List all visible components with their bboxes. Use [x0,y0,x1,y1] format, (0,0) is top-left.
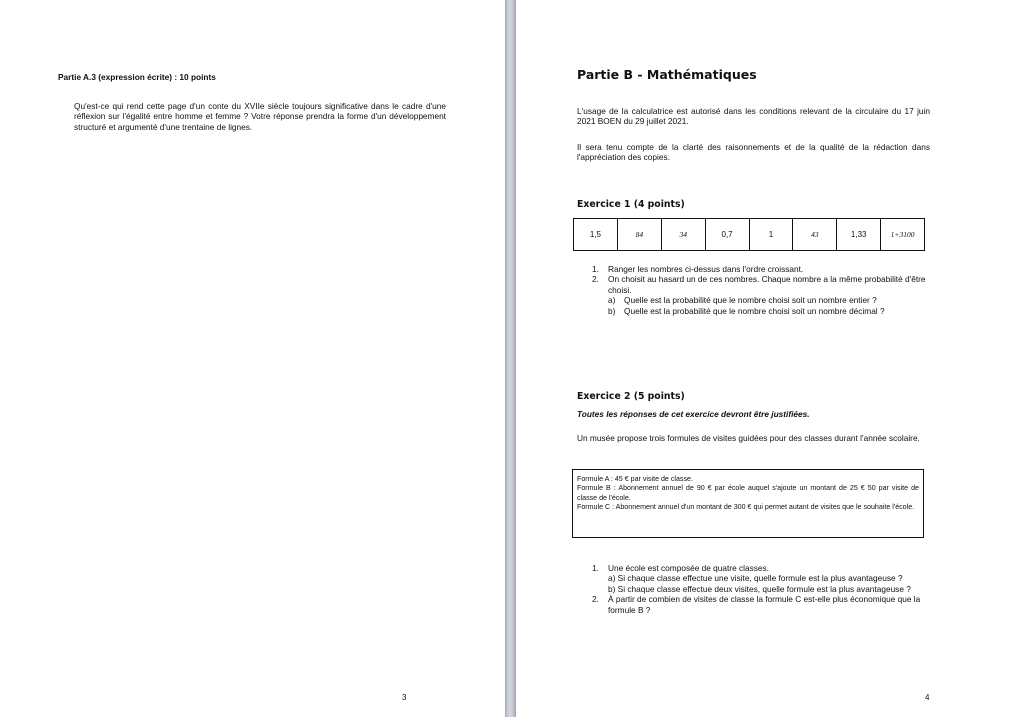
list-number: 1. [592,264,599,274]
question-text: Ranger les nombres ci-dessus dans l'ordre croissant. [608,264,804,274]
sub-question: a) Si chaque classe effectue une visite, quelle formule est la plus avantageuse ? [608,573,903,584]
calculator-rules-paragraph: L'usage de la calculatrice est autorisé dans les conditions relevant de la circulaire du 17 juin 2021 BOEN du 29 juillet 2021. [577,106,930,127]
exercise-2-intro: Un musée propose trois formules de visites guidées pour des classes durant l'année scolaire. [577,433,920,443]
number-cell: 84 [617,219,661,251]
number-cell: 1,5 [574,219,618,251]
formula-a: Formule A : 45 € par visite de classe. [577,475,693,483]
list-number: 2. [592,274,599,285]
writing-prompt-paragraph: Qu'est-ce qui rend cette page d'un conte du XVIIe siècle toujours significative dans le cadre d'une réflexion sur l'égalité entre homme et femme ? Votre réponse prendra la forme d'un développement structuré et argumenté d'une trentaine de lignes. [74,101,446,132]
list-number: 1. [592,563,599,573]
sub-marker: a) [608,295,616,306]
number-cell: 0,7 [705,219,749,251]
number-cell: 34 [661,219,705,251]
number-cell: 1+3100 [881,219,925,251]
numbers-table [573,218,925,251]
formulas-box [572,469,924,538]
list-item [592,264,930,274]
formula-c: Formule C : Abonnement annuel d'un montant de 300 € qui permet autant de visites que le souhaite l'école. [577,502,915,511]
question-text: On choisit au hasard un de ces nombres. Chaque nombre a la même probabilité d'être choisi. [608,274,926,295]
sub-question [608,295,930,305]
section-title-partie-b: Partie B - Mathématiques [577,67,757,82]
number-cell: 1,33 [837,219,881,251]
list-item [592,274,930,316]
sub-question: b) Si chaque classe effectue deux visites, quelle formule est la plus avantageuse ? [608,583,911,594]
formula-b: Formule B : Abonnement annuel de 90 € par école auquel s'ajoute un montant de 25 € 50 par visite de classe de l'école. [577,484,919,502]
question-text: À partir de combien de visites de classe la formule C est-elle plus économique que la formule B ? [608,594,921,615]
exercise-1-questions [592,264,930,316]
list-number: 2. [592,594,599,605]
document-page-right [516,0,1024,717]
sub-question-text: Quelle est la probabilité que le nombre choisi soit un nombre entier ? [624,295,877,306]
sub-marker: b) [608,305,616,316]
exercise-2-instruction: Toutes les réponses de cet exercice devront être justifiées. [577,409,810,419]
document-page-left [0,0,505,717]
list-item [592,563,930,594]
number-cell: 1 [749,219,793,251]
page-gutter-divider [505,0,516,717]
number-cell: 43 [793,219,837,251]
grading-note-paragraph: Il sera tenu compte de la clarté des raisonnements et de la qualité de la rédaction dans l'appréciation des copies. [577,142,930,163]
list-item [592,594,930,615]
sub-question-text: Quelle est la probabilité que le nombre choisi soit un nombre décimal ? [624,305,885,316]
sub-question [608,306,930,316]
exercise-1-title: Exercice 1 (4 points) [577,199,685,210]
page-number-left: 3 [402,693,407,702]
question-text: Une école est composée de quatre classes. [608,563,769,573]
section-heading-partie-a3: Partie A.3 (expression écrite) : 10 points [58,72,216,82]
page-number-right: 4 [925,693,930,702]
exercise-2-title: Exercice 2 (5 points) [577,391,685,402]
exercise-2-questions [592,563,930,615]
numbers-table-row [574,219,925,251]
